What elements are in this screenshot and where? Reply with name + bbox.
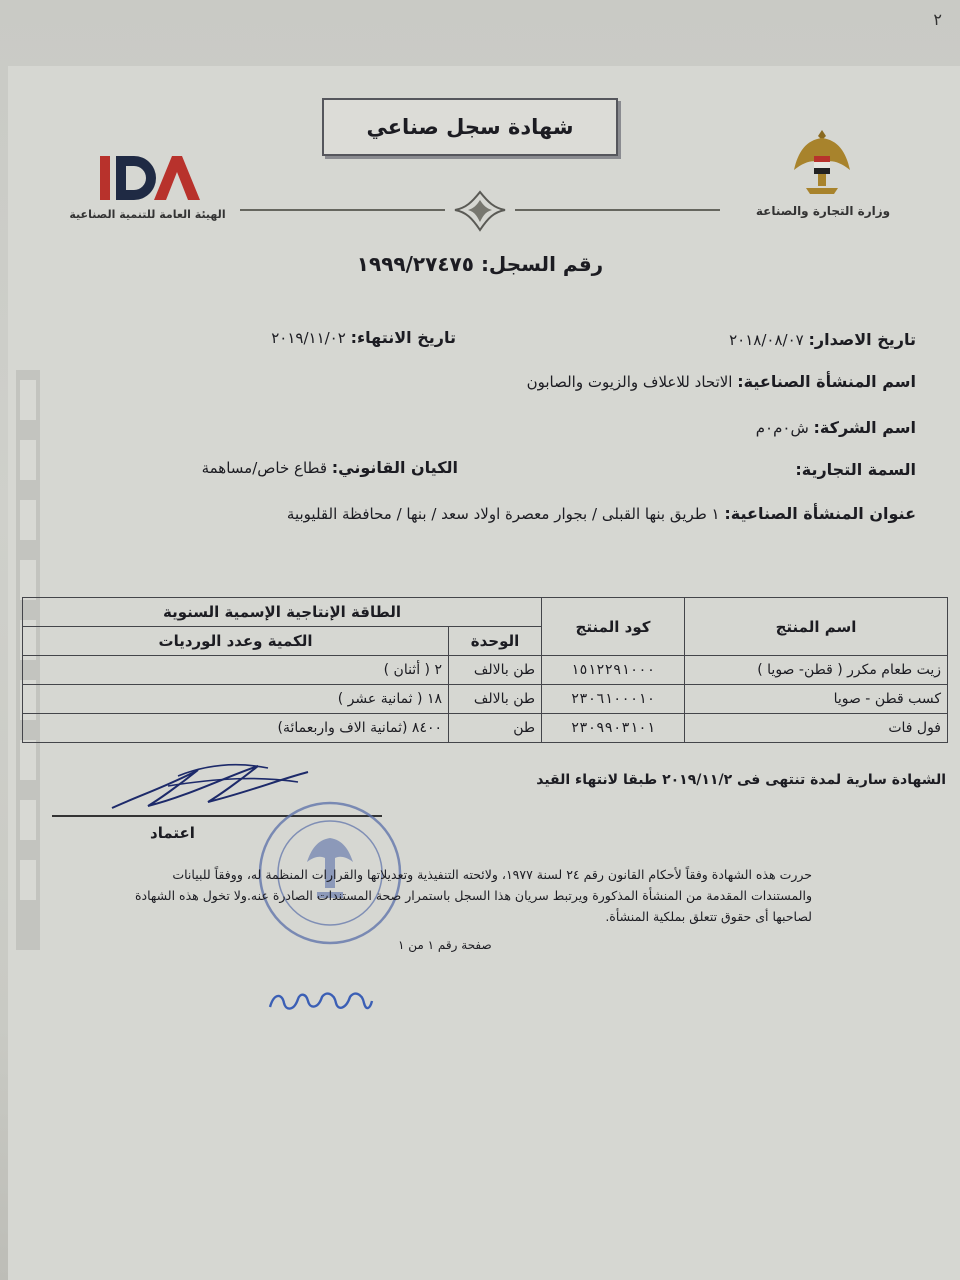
- corner-page-mark: ٢: [933, 10, 942, 29]
- code-cell: ٢٣٠٩٩٠٣١٠١: [542, 714, 685, 743]
- header-code: كود المنتج: [542, 598, 685, 656]
- approval-label: اعتماد: [150, 824, 195, 842]
- product-cell: زيت طعام مكرر ( قطن- صويا ): [685, 656, 948, 685]
- trade-name: السمة التجارية:: [795, 460, 916, 479]
- registration-number: رقم السجل: ١٩٩٩/٢٧٤٧٥: [356, 252, 604, 276]
- unit-cell: طن بالالف: [449, 685, 542, 714]
- agency-name: الهيئة العامة للتنمية الصناعية: [69, 208, 226, 221]
- header-capacity: الطاقة الإنتاجية الإسمية السنوية: [23, 598, 542, 627]
- legal-entity: الكيان القانوني: قطاع خاص/مساهمة: [201, 458, 458, 477]
- legal-notice: حررت هذه الشهادة وفقاً لأحكام القانون رقم ٢٤ لسنة ١٩٧٧، ولائحته التنفيذية وتعديلاتها والقرارات المنظمة له، ووفقاً للبيانات والمستندات المقدمة من المنشأة المذكورة ويرتبط سريان هذا السجل باستمرار صحة المستندات الصادرة عنه.ولا تخول هذه الشهادة لصاحبها أى حقوق تتعلق بملكية المنشأة.: [134, 867, 812, 924]
- company-name: اسم الشركة: ش٠م٠م: [755, 418, 916, 437]
- unit-cell: طن بالالف: [449, 656, 542, 685]
- handwritten-number: [264, 985, 374, 1015]
- product-cell: فول فات: [685, 714, 948, 743]
- da-logo-icon: [96, 150, 206, 205]
- quantity-cell: ٢ ( أثنان ): [23, 656, 449, 685]
- header-quantity: الكمية وعدد الورديات: [23, 627, 449, 656]
- quantity-cell: ١٨ ( ثمانية عشر ): [23, 685, 449, 714]
- facility-name: اسم المنشأة الصناعية: الاتحاد للاعلاف والزيوت والصابون: [526, 372, 916, 391]
- code-cell: ٢٣٠٦١٠٠٠١٠: [542, 685, 685, 714]
- ornament-divider: [240, 188, 720, 234]
- facility-address: عنوان المنشأة الصناعية: ١ طريق بنها القبلى / بجوار معصرة اولاد سعد / بنها / محافظة القليوبية: [286, 504, 916, 523]
- unit-cell: طن: [449, 714, 542, 743]
- table-row: [23, 656, 948, 685]
- ministry-name: وزارة التجارة والصناعة: [755, 204, 891, 218]
- table-row: [23, 714, 948, 743]
- issue-date: تاريخ الاصدار: ٢٠١٨/٠٨/٠٧: [729, 330, 916, 349]
- product-cell: كسب قطن - صويا: [685, 685, 948, 714]
- page-number: صفحة رقم ١ من ١: [398, 938, 492, 952]
- table-header-row: [23, 598, 948, 627]
- certificate-title-box: [322, 98, 618, 156]
- code-cell: ١٥١٢٢٩١٠٠٠: [542, 656, 685, 685]
- certificate-title: شهادة سجل صناعي: [366, 115, 574, 139]
- validity-statement: الشهادة سارية لمدة تنتهى فى ٢٠١٩/١١/٢ طبقا لانتهاء القيد: [536, 772, 946, 788]
- expiry-date: تاريخ الانتهاء: ٢٠١٩/١١/٠٢: [271, 328, 456, 347]
- table-row: [23, 685, 948, 714]
- header-unit: الوحدة: [449, 627, 542, 656]
- quantity-cell: ٨٤٠٠ (ثمانية الاف واربعمائة): [23, 714, 449, 743]
- products-table: [22, 597, 948, 743]
- eagle-emblem-icon: [792, 126, 852, 198]
- header-product: اسم المنتج: [685, 598, 948, 656]
